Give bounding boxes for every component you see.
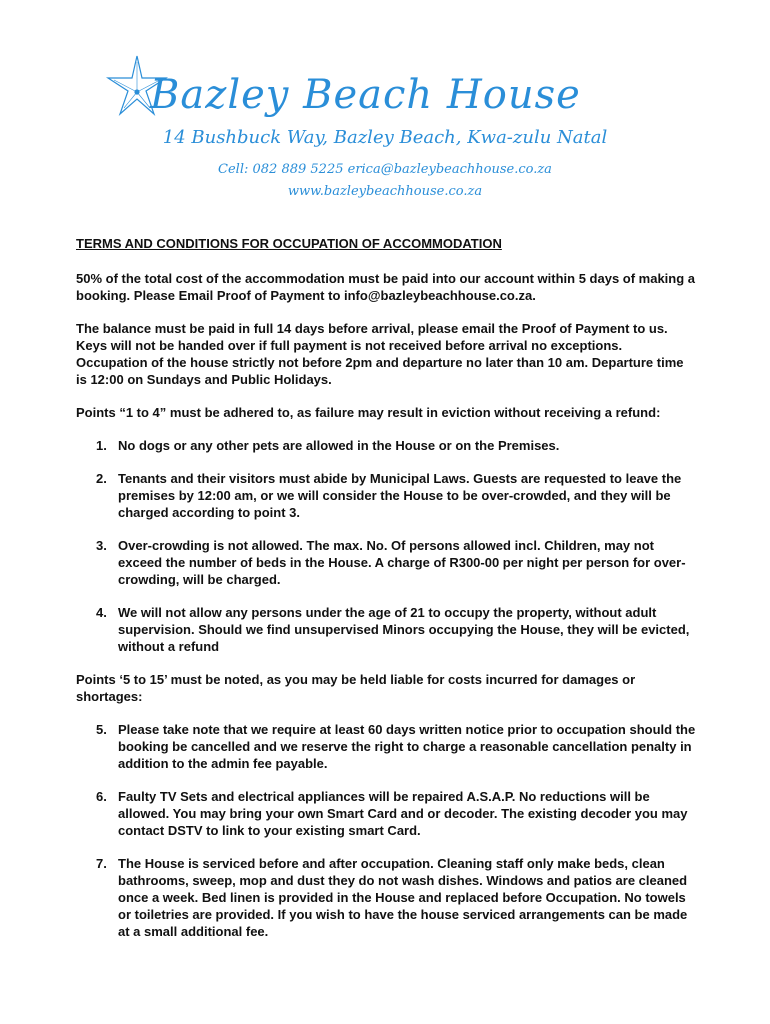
balance-paragraph: The balance must be paid in full 14 days before arrival, please email the Proof of Payment to us. Keys will not be handed over if full payment is not received before arrival no exceptions. Occupation of the house strictly not before 2pm and departure no later than 10 am. Departure time is 12:00 on Sundays and Public Holidays. [76,321,684,387]
list-item [76,604,696,655]
item-number: 7. [96,856,107,871]
list-item [76,788,696,839]
item-text: No dogs or any other pets are allowed in the House or on the Premises. [118,438,560,453]
item-number: 6. [96,789,107,804]
item-text: Tenants and their visitors must abide by Municipal Laws. Guests are requested to leave the premises by 12:00 am, or we will consider the House to be over-crowded, and they will be charged according to point 3. [118,471,682,520]
list-item [76,537,696,588]
item-text: We will not allow any persons under the age of 21 to occupy the property, without adult supervision. Should we find unsupervised Minors occupying the House, they will be evicted, without a refund [118,605,690,654]
points-1-4-intro: Points “1 to 4” must be adhered to, as failure may result in eviction without receiving a refund: [76,405,661,420]
terms-list-1-4 [76,437,696,655]
address-line: 14 Bushbuck Way, Bazley Beach, Kwa-zulu Natal [162,127,608,148]
item-number: 3. [96,538,107,553]
item-number: 1. [96,438,107,453]
item-text: The House is serviced before and after occupation. Cleaning staff only make beds, clean bathrooms, sweep, mop and dust they do not wash dishes. Windows and patios are cleaned once a week. Bed linen is provided in the House and replaced before Occupation. No towels or toiletries are provided. If you wish to have the house serviced arrangements can be made at a small additional fee. [118,856,688,939]
list-item [76,470,696,521]
item-text: Please take note that we require at least 60 days written notice prior to occupation should the booking be cancelled and we reserve the right to charge a reasonable cancellation penalty in addition to the admin fee payable. [118,722,696,771]
list-item [76,855,696,940]
item-text: Faulty TV Sets and electrical appliances will be repaired A.S.A.P. No reductions will be allowed. You may bring your own Smart Card and or decoder. The existing decoder you may contact DSTV to link to your existing smart Card. [118,789,688,838]
terms-list-5-15 [76,721,696,940]
item-number: 4. [96,605,107,620]
points-5-15-intro: Points ‘5 to 15’ must be noted, as you may be held liable for costs incurred for damages or shortages: [76,672,636,704]
list-item [76,437,696,454]
letterhead [0,0,770,210]
item-text: Over-crowding is not allowed. The max. No. Of persons allowed incl. Children, may not exceed the number of beds in the House. A charge of R300-00 per night per person for over-crowding, will be charged. [118,538,686,587]
website-link[interactable]: www.bazleybeachhouse.co.za [287,184,483,199]
payment-paragraph: 50% of the total cost of the accommodation must be paid into our account within 5 days of making a booking. Please Email Proof of Payment to info@bazleybeachhouse.co.za. [76,271,696,303]
brand-title: Bazley Beach House [150,72,581,118]
item-number: 2. [96,471,107,486]
contact-line: Cell: 082 889 5225 erica@bazleybeachhouse.co.za [218,162,552,177]
list-item [76,721,696,772]
document-body [76,235,696,956]
item-number: 5. [96,722,107,737]
document-heading: TERMS AND CONDITIONS FOR OCCUPATION OF ACCOMMODATION [76,236,502,251]
